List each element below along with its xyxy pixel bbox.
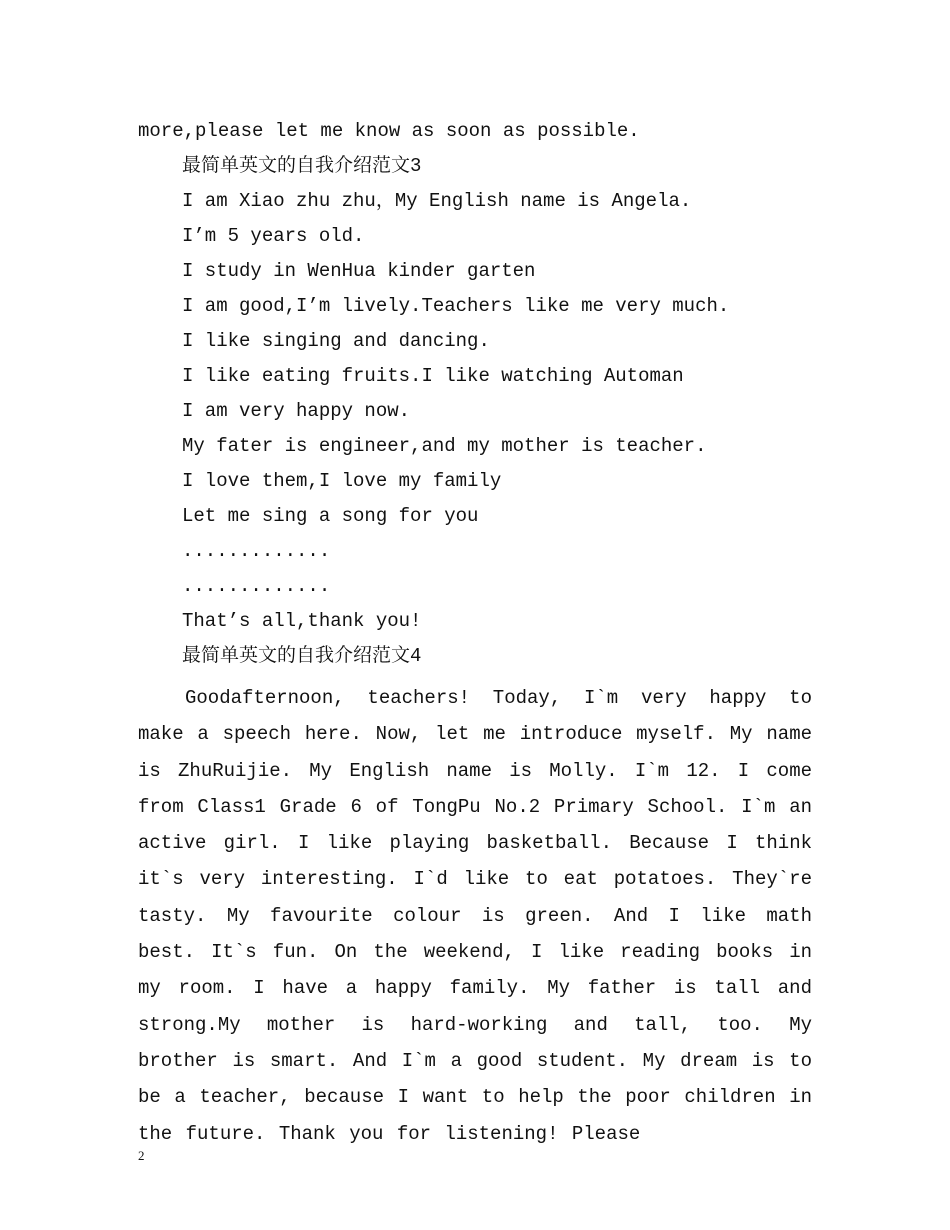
page-number: 2 (138, 1148, 145, 1163)
text-line: I am Xiao zhu zhu，My English name is Angela. (182, 190, 692, 212)
text-line: My fater is engineer,and my mother is teacher. (182, 435, 707, 457)
text-line: more,please let me know as soon as possible. (138, 120, 640, 142)
text-line: I am good,I’m lively.Teachers like me very much. (182, 295, 730, 317)
section-heading: 最简单英文的自我介绍范文3 (182, 155, 422, 177)
text-line: I like eating fruits.I like watching Automan (182, 365, 684, 387)
ellipsis-line: ............. (182, 575, 331, 597)
text-line: I study in WenHua kinder garten (182, 260, 536, 282)
body-paragraph: Goodafternoon, teachers! Today, I`m very happy to make a speech here. Now, let me introduce myself. My name is ZhuRuijie. My English name is Molly. I`m 12. I come from Class1 Grade 6 of TongPu No.2 Primary School. I`m an active girl. I like playing basketball. Because I think it`s very interesting. I`d like to eat potatoes. They`re tasty. My favourite colour is green. And I like math best. It`s fun. On the weekend, I like reading books in my room. I have a happy family. My father is tall and strong.My mother is hard-working and tall, too. My brother is smart. And I`m a good student. My dream is to be a teacher, because I want to help the poor children in the future. Thank you for listening! Please (138, 687, 812, 1145)
text-line: I like singing and dancing. (182, 330, 490, 352)
section-heading: 最简单英文的自我介绍范文4 (182, 645, 422, 667)
text-line: I am very happy now. (182, 400, 411, 422)
text-line: That’s all,thank you! (182, 610, 422, 632)
text-line: Let me sing a song for you (182, 505, 479, 527)
text-line: I’m 5 years old. (182, 225, 365, 247)
text-line: I love them,I love my family (182, 470, 502, 492)
ellipsis-line: ............. (182, 540, 331, 562)
